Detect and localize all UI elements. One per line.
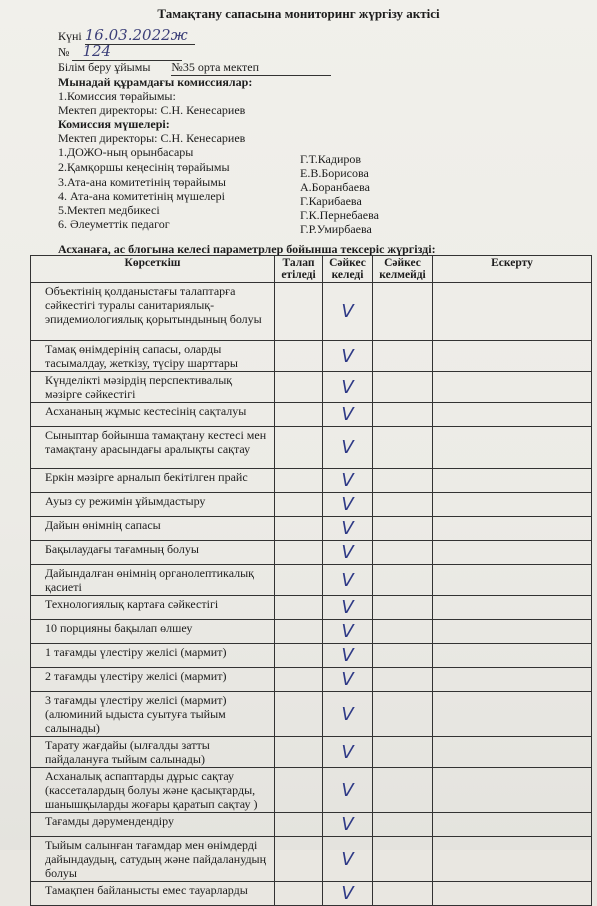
required-cell [275, 565, 323, 596]
required-cell [275, 469, 323, 493]
header-compliant: Сәйкес келеді [323, 256, 373, 283]
indicator-cell: Бақылаудағы тағамның болуы [31, 541, 275, 565]
required-cell [275, 768, 323, 813]
table-row [31, 541, 592, 565]
checkmark-icon: V [341, 470, 354, 491]
noncompliant-cell [373, 596, 433, 620]
compliant-cell [323, 620, 373, 644]
header-required: Талап етіледі [275, 256, 323, 283]
chair-line: 1.Комиссия төрайымы: [58, 89, 176, 103]
document-title: Тамақтану сапасына мониторинг жүргізу актісі [157, 6, 440, 21]
table-row [31, 469, 592, 493]
indicator-cell: Сыныптар бойынша тамақтану кестесі мен тамақтану арасындағы аралықты сақтау [31, 427, 275, 469]
table-row [31, 372, 592, 403]
noncompliant-cell [373, 372, 433, 403]
member-name: Г.К.Пернебаева [300, 208, 379, 222]
table-intro: Асханаға, ас блогына келесі параметрлер бойынша тексеріс жүргізді: [58, 242, 436, 256]
required-cell [275, 427, 323, 469]
member-role: 5.Мектеп медбикесі [58, 203, 160, 217]
indicator-cell: Күнделікті мәзірдің перспективалық мәзірге сәйкестігі [31, 372, 275, 403]
notes-cell [433, 737, 592, 768]
indicator-cell: Объектінің қолданыстағы талаптарға сәйкестігі туралы санитариялық-эпидемиологиялық қорытындының болуы [31, 283, 275, 341]
notes-cell [433, 403, 592, 427]
noncompliant-cell [373, 644, 433, 668]
compliant-cell [323, 596, 373, 620]
noncompliant-cell [373, 692, 433, 737]
notes-cell [433, 517, 592, 541]
checkmark-icon: V [341, 621, 354, 642]
compliant-cell [323, 403, 373, 427]
noncompliant-cell [373, 493, 433, 517]
compliant-cell [323, 692, 373, 737]
table-row [31, 493, 592, 517]
noncompliant-cell [373, 813, 433, 837]
table-row [31, 427, 592, 469]
checkmark-icon: V [341, 597, 354, 618]
compliant-cell [323, 644, 373, 668]
indicator-cell: 2 тағамды үлестіру желісі (мармит) [31, 668, 275, 692]
required-cell [275, 493, 323, 517]
compliant-cell [323, 668, 373, 692]
notes-cell [433, 768, 592, 813]
required-cell [275, 644, 323, 668]
audit-table [30, 255, 592, 906]
notes-cell [433, 668, 592, 692]
notes-cell [433, 469, 592, 493]
number-value: 124 [72, 42, 182, 61]
checkmark-icon: V [341, 345, 354, 367]
checkmark-icon: V [341, 779, 354, 801]
noncompliant-cell [373, 565, 433, 596]
table-row [31, 813, 592, 837]
indicator-cell: Еркін мәзірге арналып бекітілген прайс [31, 469, 275, 493]
noncompliant-cell [373, 283, 433, 341]
header-notes: Ескерту [433, 256, 592, 283]
noncompliant-cell [373, 882, 433, 906]
notes-cell [433, 541, 592, 565]
indicator-cell: Тағамды дәрумендендіру [31, 813, 275, 837]
indicator-cell: 10 порцияны бақылап өлшеу [31, 620, 275, 644]
noncompliant-cell [373, 427, 433, 469]
checkmark-icon: V [341, 301, 354, 322]
required-cell [275, 341, 323, 372]
compliant-cell [323, 837, 373, 882]
table-row [31, 837, 592, 882]
required-cell [275, 620, 323, 644]
compliant-cell [323, 372, 373, 403]
indicator-cell: 1 тағамды үлестіру желісі (мармит) [31, 644, 275, 668]
notes-cell [433, 692, 592, 737]
chair-name: Мектеп директоры: С.Н. Кенесариев [58, 103, 246, 117]
compliant-cell [323, 469, 373, 493]
table-row [31, 768, 592, 813]
notes-cell [433, 644, 592, 668]
noncompliant-cell [373, 620, 433, 644]
member-role: 1.ДОЖО-ның орынбасары [58, 145, 194, 159]
notes-cell [433, 596, 592, 620]
table-row [31, 341, 592, 372]
indicator-cell: Асханалық аспаптарды дұрыс сақтау (кассеталардың болуы және қасықтарды, шанышқыларды жоғары қаратып сақтау ) [31, 768, 275, 813]
notes-cell [433, 620, 592, 644]
indicator-cell: Тарату жағдайы (ылғалды затты пайдалануға тыйым салынады) [31, 737, 275, 768]
compliant-cell [323, 813, 373, 837]
noncompliant-cell [373, 837, 433, 882]
notes-cell [433, 283, 592, 341]
indicator-cell: Ауыз су режимін ұйымдастыру [31, 493, 275, 517]
checkmark-icon: V [341, 437, 354, 458]
checkmark-icon: V [341, 848, 354, 870]
compliant-cell [323, 882, 373, 906]
member-role: 2.Қамқоршы кеңесінің төрайымы [58, 160, 230, 174]
date-label: Күні [58, 29, 82, 43]
members-director: Мектеп директоры: С.Н. Кенесариев [58, 131, 246, 145]
compliant-cell [323, 283, 373, 341]
table-header-row [31, 256, 592, 283]
required-cell [275, 541, 323, 565]
compliant-cell [323, 565, 373, 596]
checkmark-icon: V [341, 376, 354, 398]
notes-cell [433, 882, 592, 906]
member-name: Г.Р.Умирбаева [300, 222, 372, 236]
notes-cell [433, 341, 592, 372]
compliant-cell [323, 493, 373, 517]
number-line [58, 42, 182, 61]
notes-cell [433, 565, 592, 596]
notes-cell [433, 427, 592, 469]
table-row [31, 620, 592, 644]
indicator-cell: Тамақ өнімдерінің сапасы, оларды тасымалдау, жеткізу, түсіру шарттары [31, 341, 275, 372]
checkmark-icon: V [341, 741, 354, 763]
member-name: Е.В.Борисова [300, 166, 369, 180]
table-row [31, 517, 592, 541]
notes-cell [433, 493, 592, 517]
checkmark-icon: V [341, 518, 354, 539]
compliant-cell [323, 517, 373, 541]
compliant-cell [323, 737, 373, 768]
required-cell [275, 737, 323, 768]
table-row [31, 565, 592, 596]
required-cell [275, 372, 323, 403]
checkmark-icon: V [341, 883, 354, 904]
noncompliant-cell [373, 517, 433, 541]
required-cell [275, 283, 323, 341]
compliant-cell [323, 341, 373, 372]
table-row [31, 737, 592, 768]
indicator-cell: Технологиялық картаға сәйкестігі [31, 596, 275, 620]
notes-cell [433, 372, 592, 403]
required-cell [275, 403, 323, 427]
table-row [31, 403, 592, 427]
member-role: 4. Ата-ана комитетінің мүшелері [58, 189, 225, 203]
noncompliant-cell [373, 668, 433, 692]
checkmark-icon: V [341, 569, 354, 591]
table-row [31, 644, 592, 668]
noncompliant-cell [373, 737, 433, 768]
indicator-cell: Асхананың жұмыс кестесінің сақталуы [31, 403, 275, 427]
indicator-cell: Дайын өнімнің сапасы [31, 517, 275, 541]
checkmark-icon: V [341, 542, 354, 563]
required-cell [275, 837, 323, 882]
table-row [31, 692, 592, 737]
required-cell [275, 813, 323, 837]
indicator-cell: Тамақпен байланысты емес тауарларды [31, 882, 275, 906]
header-noncompliant: Сәйкес келмейді [373, 256, 433, 283]
indicator-cell: Тыйым салынған тағамдар мен өнімдерді дайындаудың, сатудың және пайдаланудың болуы [31, 837, 275, 882]
checkmark-icon: V [341, 814, 354, 835]
noncompliant-cell [373, 768, 433, 813]
compliant-cell [323, 768, 373, 813]
checkmark-icon: V [341, 703, 354, 725]
member-name: Г.Т.Кадиров [300, 152, 362, 166]
required-cell [275, 668, 323, 692]
required-cell [275, 596, 323, 620]
checkmark-icon: V [341, 404, 354, 425]
noncompliant-cell [373, 541, 433, 565]
noncompliant-cell [373, 341, 433, 372]
required-cell [275, 517, 323, 541]
compliant-cell [323, 541, 373, 565]
notes-cell [433, 813, 592, 837]
noncompliant-cell [373, 469, 433, 493]
number-label: № [58, 45, 70, 59]
members-heading: Комиссия мүшелері: [58, 117, 170, 131]
notes-cell [433, 837, 592, 882]
indicator-cell: Дайындалған өнімнің органолептикалық қасиеті [31, 565, 275, 596]
member-role: 6. Әлеуметтік педагог [58, 217, 170, 231]
member-name: Г.Карибаева [300, 194, 362, 208]
table-row [31, 283, 592, 341]
required-cell [275, 692, 323, 737]
org-line [58, 60, 331, 76]
date-value: 16.03.2022ж [85, 26, 195, 45]
checkmark-icon: V [341, 645, 354, 666]
noncompliant-cell [373, 403, 433, 427]
checkmark-icon: V [341, 669, 354, 690]
header-indicator: Көрсеткіш [31, 256, 275, 283]
table-row [31, 882, 592, 906]
table-row [31, 668, 592, 692]
compliant-cell [323, 427, 373, 469]
member-name: А.Боранбаева [300, 180, 370, 194]
member-role: 3.Ата-ана комитетінің төрайымы [58, 175, 226, 189]
org-label: Білім беру ұйымы [58, 60, 151, 74]
required-cell [275, 882, 323, 906]
indicator-cell: 3 тағамды үлестіру желісі (мармит) (алюминий ыдыста суытуға тыйым салынады) [31, 692, 275, 737]
org-value: №35 орта мектеп [171, 60, 331, 76]
table-row [31, 596, 592, 620]
checkmark-icon: V [341, 494, 354, 515]
commission-heading: Мынадай құрамдағы комиссиялар: [58, 75, 253, 89]
